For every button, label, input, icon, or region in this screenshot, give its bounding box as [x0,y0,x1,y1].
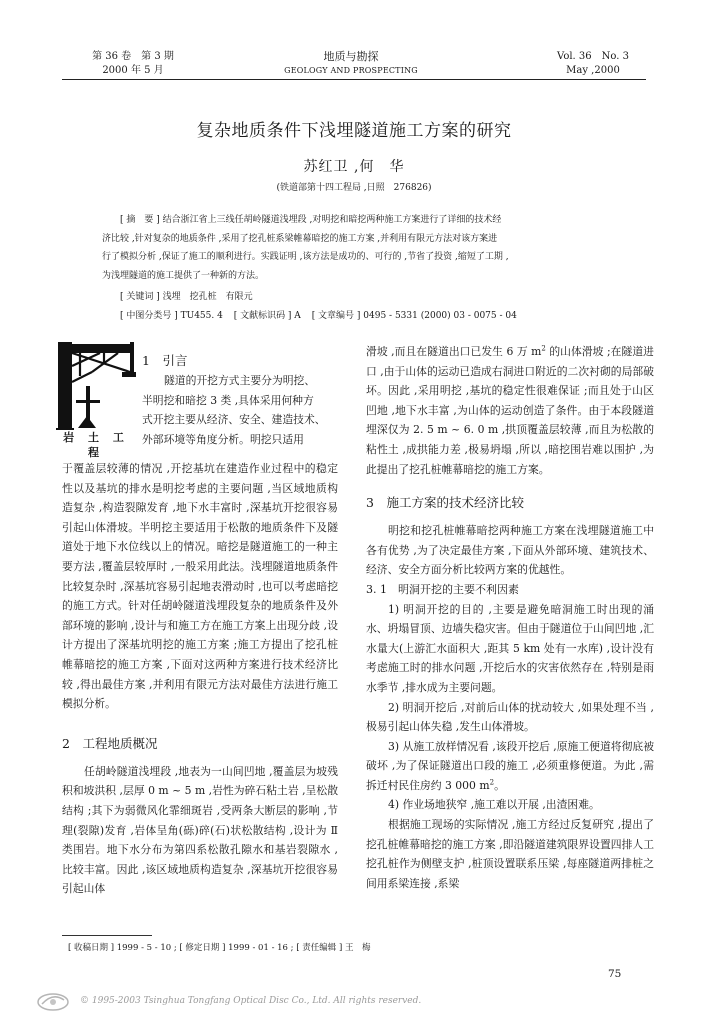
footnote-rule [62,935,152,936]
section-1-heading: 1 引言 [142,353,188,368]
header-volume-info [78,50,188,78]
section-1-wrap-line: 外部环境等角度分析。明挖只适用 [142,432,304,446]
section-3-1-heading: 3. 1 明洞开挖的主要不利因素 [366,582,519,596]
article-title: 复杂地质条件下浅埋隧道施工方案的研究 [196,121,512,141]
article-authors: 苏红卫 ,何 华 [303,159,405,175]
list-item: 4) 作业场地狭窄 ,施工难以开展 ,出渣困难。 [388,798,600,812]
keywords: [ 关键词 ] 浅埋 挖孔桩 有限元 [120,292,253,302]
continuation-text-b: 的山体滑坡 ;在隧道进口 ,由于山体的运动已造成右洞进口附近的二次衬砌的局部破坏。因此 ,采用明挖 ,基坑的稳定性很难保证 ;而且处于山区凹地 ,地下水丰富 ,为山体的运动创造了条件。由于本段隧道埋深仅为 2. 5 m ~ 6. 0 m ,拱顶覆盖层较薄 ,而且为松散的粘性土 ,成拱能力差 ,极易坍塌 ,所以 ,暗挖围岩难以围护 ,为此提出了挖孔桩帷幕暗挖的施工方案。 [366,345,654,476]
clc-number: [ 中图分类号 ] TU455. 4 [120,311,223,321]
header-rule [62,79,646,80]
closing-paragraph: 根据施工现场的实际情况 ,施工方经过反复研究 ,提出了挖孔桩帷幕暗挖的施工方案 ,即沿隧道建筑限界设置四排人工挖孔桩作为侧壁支护 ,桩顶设置联系压梁 ,每座隧道两排桩之间用系梁连接 ,系梁 [366,818,654,890]
section-1-wrap-line: 隧道的开挖方式主要分为明挖、 [164,374,316,387]
header-volume-en-info [528,50,658,78]
abstract [102,211,606,285]
copyright-notice: © 1995-2003 Tsinghua Tongfang Optical Disc Co., Ltd. All rights reserved. [80,996,422,1006]
section-2-body: 任胡岭隧道浅埋段 ,地表为一山间凹地 ,覆盖层为坡残积和坡洪积 ,层厚 0 m ~ 5 m ,岩性为碎石粘土岩 ,呈松散结构 ;其下为弱微风化霏细斑岩 ,受两条大断层的影响 ,节理(裂隙)发育 ,岩体呈角(砾)碎(石)状松散结构 ,设计为 Ⅱ类围岩。地下水分布为第四系松散孔隙水和基岩裂隙水 ,比较丰富。因此 ,该区域地质构造复杂 ,深基坑开挖很容易引起山体 [62,764,338,896]
classification-line [120,307,517,326]
publisher-logo-icon [36,990,70,1012]
article-number: [ 文章编号 ] 0495 - 5331 (2000) 03 - 0075 - 04 [311,311,517,321]
right-column [366,342,654,893]
left-column [62,459,338,899]
list-item [366,737,654,796]
section-2-heading: 2 工程地质概况 [62,735,158,751]
item-3-text-b: 。 [494,778,505,792]
list-item: 2) 明洞开挖后 ,对前后山体的扰动较大 ,如果处理不当 ,极易引起山体失稳 ,发生山体滑坡。 [366,700,654,734]
section-3-intro: 明挖和挖孔桩帷幕暗挖两种施工方案在浅埋隧道施工中各有优势 ,为了决定最佳方案 ,下面从外部环境、建筑技术、经济、安全方面分析比较两方案的优越性。 [366,524,654,577]
item-3-text-a: 3) 从施工放样情况看 ,该段开挖后 ,原施工便道将彻底被破坏 ,为了保证隧道出口段的施工 ,必须重修便道。为此 ,需拆迁村民住房约 3 000 m [366,739,654,792]
journal-name-cn: 地质与勘探 [323,50,379,63]
article-metadata [120,288,517,326]
section-1-wrap-line: 半明挖和暗挖 3 类 ,具体采用何种方 [142,393,314,407]
list-item: 1) 明洞开挖的目的 ,主要是避免暗洞施工时出现的涌水、坍塌冒顶、边墙失稳灾害。但由于隧道位于山间凹地 ,汇水量大(上游汇水面积大 ,距其 5 km 处有一水库) ,设计没有考虑施工时的排水问题 ,开挖后水的灾害依然存在 ,特别是雨水季节 ,排水成为主要问题。 [366,602,654,694]
header-volume-cn: 第 36 卷 第 3 期 [92,51,174,62]
continuation-text-a: 滑坡 ,而且在隧道出口已发生 6 万 m [366,345,542,358]
page-number: 75 [608,968,622,980]
header-volume-en: Vol. 36 No. 3 [557,51,629,62]
abstract-line: [ 摘 要 ] 结合浙江省上三线任胡岭隧道浅埋段 ,对明挖和暗挖两种施工方案进行了详细的技术经 [120,215,502,225]
header-date-en: May ,2000 [566,65,620,76]
unit-superscript: 2 [489,778,495,787]
header-date-cn: 2000 年 5 月 [102,65,164,76]
header-journal [276,50,426,78]
journal-name-en: GEOLOGY AND PROSPECTING [284,66,418,75]
section-2-continuation [366,342,654,479]
abstract-line: 为浅埋隧道的施工提供了一种新的方法。 [102,270,265,281]
section-1-body: 于覆盖层较薄的情况 ,开挖基坑在建造作业过程中的稳定性以及基坑的排水是明挖考虑的主要问题 ,当区域地质构造复杂 ,构造裂隙发育 ,地下水丰富时 ,深基坑开挖很容易引起山体滑坡。半明挖主要适用于松散的地质条件下及隧道处于地下水位线以上的情况。暗挖是隧道施工的一种主要方法 ,覆盖层较厚时 ,一般采用此法。浅埋隧道地质条件比较复杂时 ,深基坑容易引起地表滑动时 ,也可以考虑暗挖的施工方式。针对任胡岭隧道浅埋段复杂的地质条件及外部环境的影响 ,设计与和施工方在施工方案上出现分歧 ,设计方提出了深基坑明挖的施工方案 ;施工方提出了挖孔桩帷幕暗挖的施工方案 ,下面对这两种方案进行技术经济比较 ,得出最佳方案 ,并利用有限元方法对最佳方法进行施工模拟分析。 [62,462,338,711]
abstract-line: 济比较 ,针对复杂的地质条件 ,采用了挖孔桩系梁帷幕暗挖的施工方案 ,并利用有限元方法对该方案进 [102,233,498,244]
section-1-intro-wrap [142,351,338,449]
article-affiliation: (铁道部第十四工程局 ,日照 276826) [276,183,432,193]
footnote: [ 收稿日期 ] 1999 - 5 - 10 ; [ 修定日期 ] 1999 - 01 - 16 ; [ 责任编辑 ] 王 梅 [68,943,371,953]
section-3-heading: 3 施工方案的技术经济比较 [366,495,524,511]
section-1-wrap-line: 式开挖主要从经济、安全、建造技术、 [142,413,326,427]
abstract-line: 行了模拟分析 ,保证了施工的顺利进行。实践证明 ,该方法是成功的、可行的 ,节省了投资 ,缩短了工期 , [102,252,509,263]
document-code: [ 文献标识码 ] A [233,311,301,321]
unit-superscript: 2 [541,344,546,353]
logo-caption: 岩 土 工 程 [56,430,136,460]
